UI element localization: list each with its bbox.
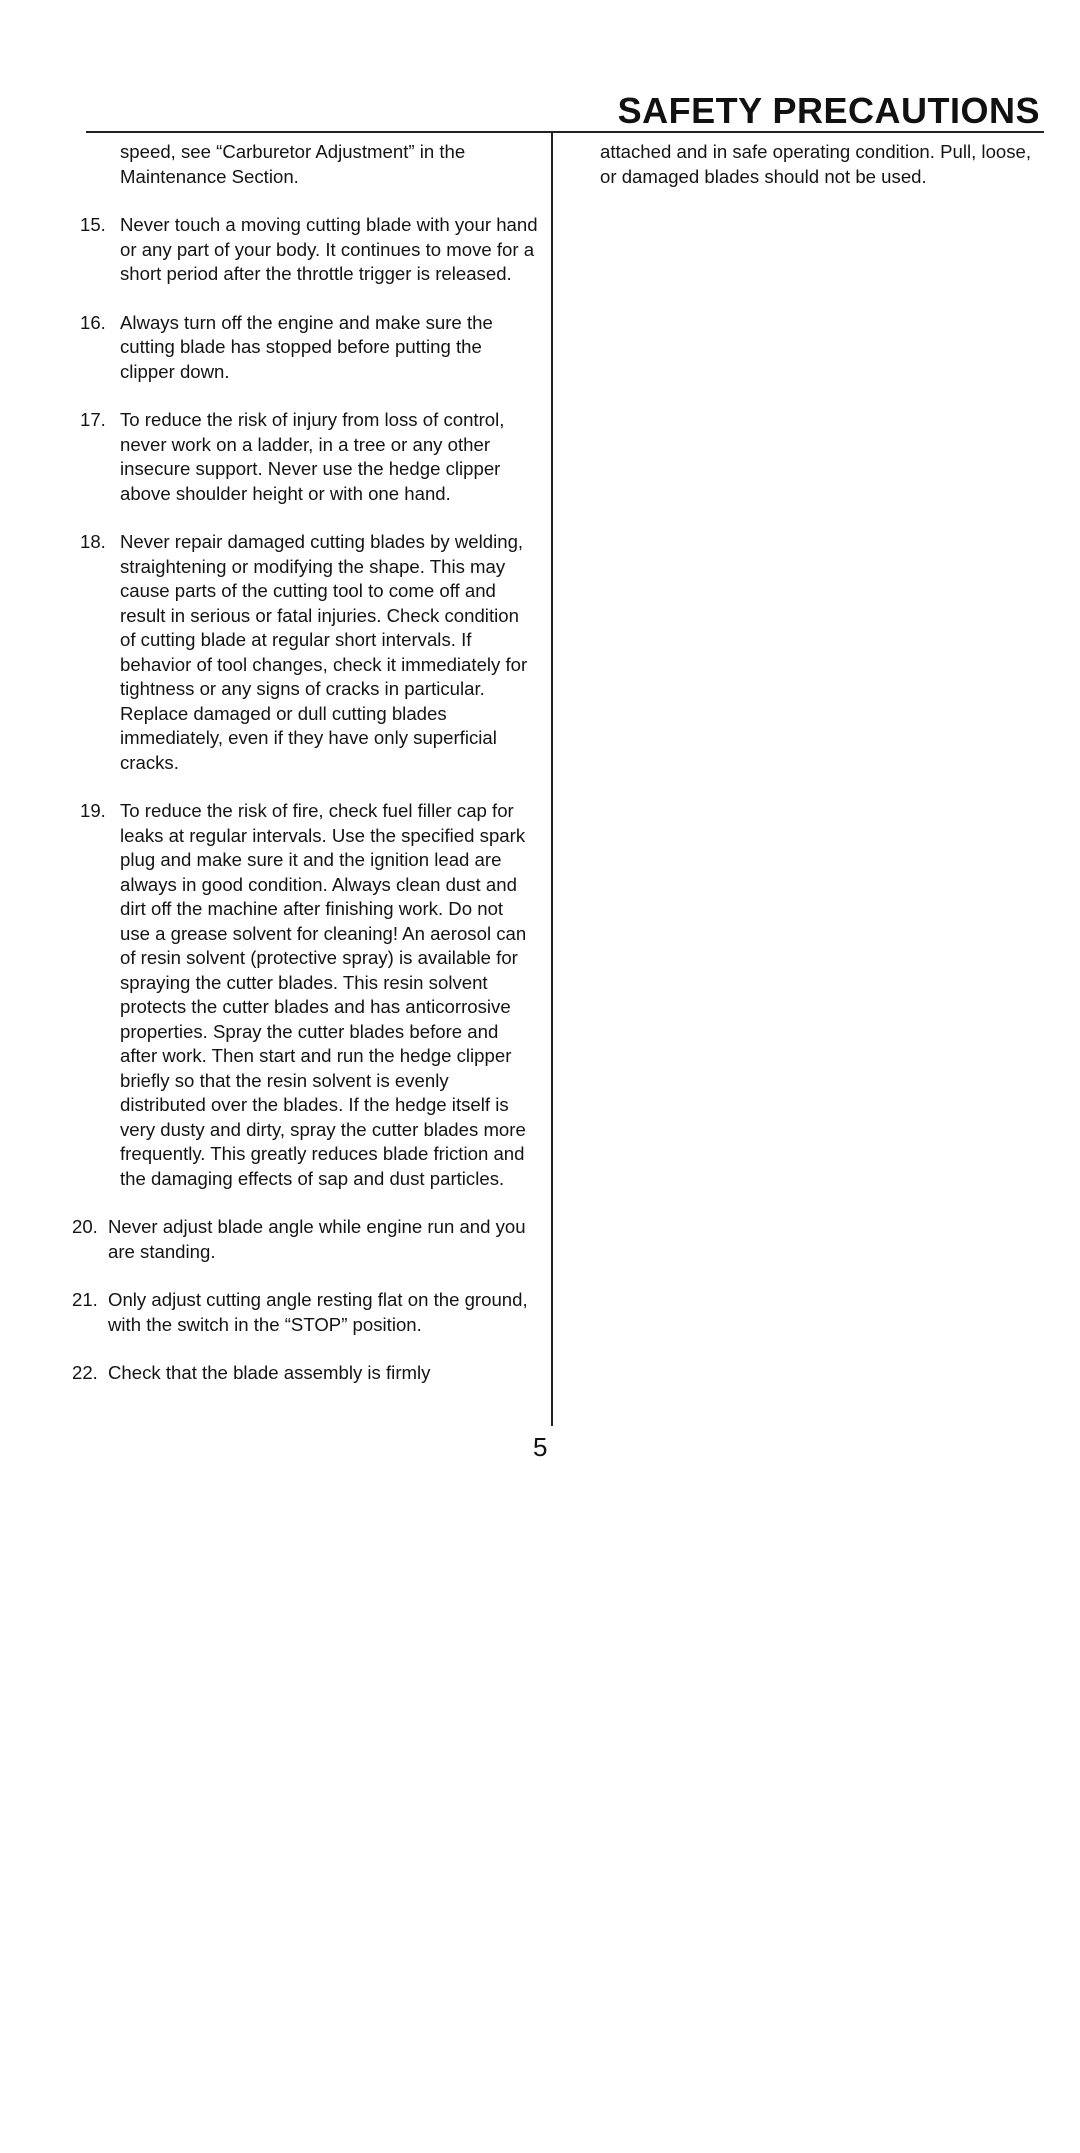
precaution-item-17 (68, 408, 538, 506)
item-number: 16. (80, 311, 106, 333)
left-column (68, 140, 538, 1410)
page-number: 5 (533, 1432, 548, 1462)
precaution-item-16 (68, 311, 538, 385)
precaution-item-20 (68, 1215, 538, 1264)
continued-text: speed, see “Carburetor Adjustment” in the Maintenance Section. (120, 141, 466, 187)
item-text: Never repair damaged cutting blades by welding, straightening or modifying the shape. This may cause parts of the cutting tool to come off and result in serious or fatal injuries. Check condition of cutting blade at regular short intervals. If behavior of tool changes, check it immediately for tightness or any signs of cracks in particular. Replace damaged or dull cutting blades immediately, even if they have only superficial cracks. (120, 531, 528, 773)
precaution-item-19 (68, 799, 538, 1191)
item-number: 20. (72, 1216, 98, 1237)
item-number: 18. (80, 531, 106, 552)
item-number: 17. (80, 409, 106, 430)
column-divider (551, 131, 553, 1426)
continued-text: attached and in safe operating condition. Pull, loose, or damaged blades should not be used. (600, 141, 1032, 187)
header-divider (86, 131, 1044, 133)
item-text: Check that the blade assembly is firmly (108, 1362, 431, 1383)
item-text: Never touch a moving cutting blade with your hand or any part of your body. It continues to move for a short period after the throttle trigger is released. (120, 214, 538, 284)
item-text: Never adjust blade angle while engine run and you are standing. (108, 1216, 526, 1262)
precaution-item-15 (68, 213, 538, 287)
item-number: 22. (72, 1362, 98, 1383)
item-text: Only adjust cutting angle resting flat on the ground, with the switch in the “STOP” position. (108, 1289, 528, 1335)
precaution-item-22 (68, 1361, 538, 1386)
item-number: 19. (80, 800, 106, 821)
precaution-item-21 (68, 1288, 538, 1337)
precaution-item-18 (68, 530, 538, 775)
item-text: To reduce the risk of injury from loss of control, never work on a ladder, in a tree or any other insecure support. Never use the hedge clipper above shoulder height or with one hand. (120, 409, 505, 504)
item-number: 15. (80, 214, 106, 235)
right-column (600, 140, 1040, 189)
item-text: To reduce the risk of fire, check fuel filler cap for leaks at regular intervals. Use the specified spark plug and make sure it and the ignition lead are always in good condition. Always clean dust and dirt off the machine after finishing work. Do not use a grease solvent for cleaning! An aerosol can of resin solvent (protective spray) is available for spraying the cutter blades. This resin solvent protects the cutter blades and has anticorrosive properties. Spray the cutter blades before and after work. Then start and run the hedge clipper briefly so that the resin solvent is evenly distributed over the blades. If the hedge itself is very dusty and dirty, spray the cutter blades more frequently. This greatly reduces blade friction and the damaging effects of sap and dust particles. (120, 800, 527, 1189)
item-number: 21. (72, 1289, 98, 1310)
section-title: SAFETY PRECAUTIONS (617, 90, 1040, 131)
item-text: Always turn off the engine and make sure the cutting blade has stopped before putting the clipper down. (120, 311, 493, 382)
